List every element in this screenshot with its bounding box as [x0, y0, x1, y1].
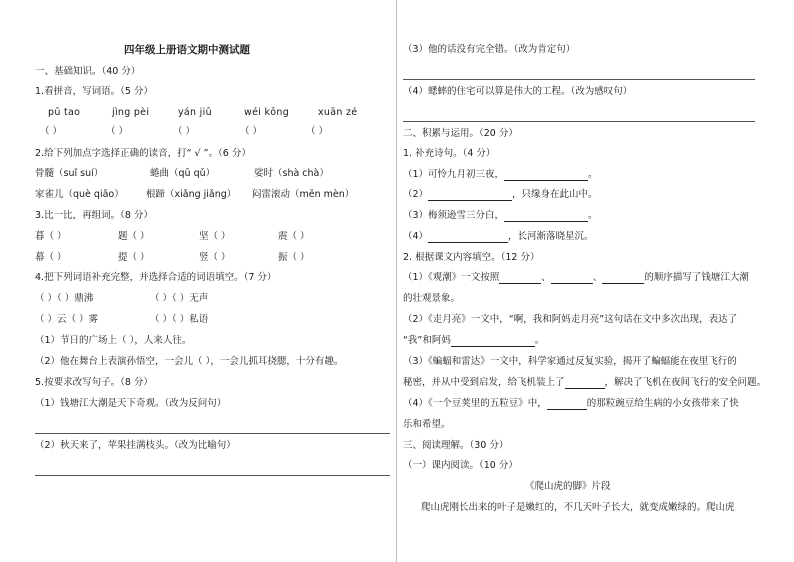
answer-line-1 [35, 433, 390, 434]
pinyin-1: pū tao [48, 107, 81, 118]
fill-3-tail: ，解决了飞机在夜间飞行的安全问题。 [604, 377, 767, 388]
poem-1-text: （1）可怜九月初三夜， [403, 169, 505, 180]
section-1-heading: 一、基础知识。（40 分） [35, 66, 141, 77]
q2-item-5: 根蹄（xiǎng jiǎng） [146, 189, 237, 200]
fill-3-line-1: （3）《蝙蝠和雷达》一文中，科学家通过反复实验，揭开了蝙蝠能在夜里飞行的 [403, 356, 737, 367]
question-2: 2.给下列加点字选择正确的读音，打“ √ ”。（6 分） [35, 148, 251, 159]
fill-1-tail: 的顺序描写了钱塘江大潮 [644, 272, 749, 283]
q5-sentence-1: （1）钱塘江大潮是天下奇观。（改为反问句） [35, 398, 227, 409]
fill-2-line-2 [403, 335, 544, 347]
q3-item-5: 幕（ ） [35, 252, 67, 263]
fill-1-blank-3 [602, 273, 644, 284]
fill-1-sep-2: 、 [592, 272, 603, 283]
answer-paren-1: （ ） [40, 126, 63, 137]
pinyin-4: wéi kōng [244, 107, 290, 118]
question-4: 4.把下列词语补充完整，并选择合适的词语填空。（7 分） [35, 272, 277, 283]
q3-item-7: 竖（ ） [199, 252, 231, 263]
q2-item-3: 娑时（shà chà） [254, 168, 329, 179]
q3-item-3: 坚（ ） [199, 231, 231, 242]
q3-item-1: 暮（ ） [35, 231, 67, 242]
fill-1-text: （1）《观潮》一文按照 [403, 272, 500, 283]
q4-word-3: （ ）云（ ）雾 [35, 314, 99, 325]
fill-1-blank-1 [499, 273, 541, 284]
q4-word-1: （ ）（ ）鼎沸 [35, 293, 94, 304]
poem-3-text: （3）梅须逊雪三分白， [403, 210, 505, 221]
poem-2-text: ，只缘身在此山中。 [512, 189, 598, 200]
question-1: 1.看拼音，写词语。（5 分） [35, 86, 153, 97]
fill-1-sep-1: 、 [541, 272, 551, 283]
pinyin-5: xuān zé [318, 107, 358, 118]
fill-1-line-2: 的壮观景象。 [403, 293, 461, 304]
exam-title: 四年级上册语文期中测试题 [124, 44, 250, 56]
fill-4-line-1 [403, 398, 739, 410]
poem-4-blank [428, 232, 508, 243]
answer-line-3 [403, 79, 755, 80]
poem-4-text: ，长河渐落晓星沉。 [508, 231, 594, 242]
q2-item-6: 闷雷滚动（mēn mèn） [252, 189, 355, 200]
r-question-2: 2. 根据课文内容填空。（12 分） [403, 252, 540, 263]
section-3-heading: 三、阅读理解。（30 分） [403, 440, 509, 451]
q2-item-1: 骨髓（suǐ suí） [35, 168, 104, 179]
q2-item-4: 家雀儿（què qiǎo） [35, 189, 124, 200]
q3-item-2: 题（ ） [118, 231, 150, 242]
passage-text: 爬山虎刚长出来的叶子是嫩红的，不几天叶子长大，就变成嫩绿的。爬山虎 [421, 502, 735, 513]
fill-2-end: 。 [534, 335, 545, 346]
q3-item-4: 震（ ） [278, 231, 310, 242]
q5-sentence-3: （3）他的话没有完全错。（改为肯定句） [403, 44, 576, 55]
answer-line-2 [35, 475, 390, 476]
fill-4-tail: 的那粒豌豆给生病的小女孩带来了快 [586, 398, 739, 409]
fill-3-line-2 [403, 377, 766, 389]
fill-4-line-2: 乐和希望。 [403, 419, 451, 430]
poem-2-num: （2） [403, 189, 429, 200]
poem-3-end: 。 [588, 210, 598, 221]
fill-2-blank [451, 336, 535, 347]
q3-item-6: 提（ ） [118, 252, 150, 263]
q4-word-2: （ ）（ ）无声 [150, 293, 209, 304]
fill-4-text: （4）《一个豆荚里的五粒豆》中， [403, 398, 547, 409]
answer-line-4 [403, 121, 755, 122]
poem-line-4 [403, 231, 594, 243]
q3-item-8: 振（ ） [278, 252, 310, 263]
pinyin-3: yán jiū [178, 107, 212, 118]
poem-3-blank [504, 211, 588, 222]
q5-sentence-4: （4）蟋蟀的住宅可以算是伟大的工程。（改为感叹句） [403, 86, 633, 97]
pinyin-2: jìng pèi [112, 107, 150, 118]
answer-paren-4: （ ） [240, 126, 263, 137]
passage-title: 《爬山虎的脚》片段 [525, 481, 611, 492]
q5-sentence-2: （2）秋天来了，苹果挂满枝头。（改为比喻句） [35, 440, 236, 451]
q4-word-4: （ ）（ ）私语 [150, 314, 209, 325]
q4-sentence-1: （1）节日的广场上（ ），人来人往。 [35, 335, 192, 346]
fill-2-text: “我”和阿妈 [403, 335, 451, 346]
poem-4-num: （4） [403, 231, 429, 242]
subsection-1: （一）课内阅读。（10 分） [403, 460, 518, 471]
poem-1-end: 。 [588, 169, 598, 180]
fill-3-text: 秘密，并从中受到启发，给飞机装上了 [403, 377, 565, 388]
fill-1-line-1 [403, 272, 749, 284]
fill-1-blank-2 [551, 273, 593, 284]
answer-paren-3: （ ） [173, 126, 196, 137]
poem-2-blank [428, 190, 512, 201]
fill-3-blank [565, 378, 605, 389]
poem-line-3 [403, 210, 598, 222]
poem-1-blank [504, 170, 588, 181]
answer-paren-2: （ ） [106, 126, 129, 137]
column-divider [396, 0, 397, 562]
question-3: 3.比一比，再组词。（8 分） [35, 210, 153, 221]
section-2-heading: 二、积累与运用。（20 分） [403, 128, 518, 139]
fill-4-blank [547, 399, 587, 410]
poem-line-2 [403, 189, 598, 201]
question-5: 5.按要求改写句子。（8 分） [35, 377, 153, 388]
fill-2-line-1: （2）《走月亮》一文中，“啊，我和阿妈走月亮”这句话在文中多次出现，表达了 [403, 314, 738, 325]
r-question-1: 1. 补充诗句。（4 分） [403, 148, 496, 159]
poem-line-1 [403, 169, 598, 181]
answer-paren-5: （ ） [306, 126, 329, 137]
q4-sentence-2: （2）他在舞台上表演孙悟空，一会儿（ ），一会儿抓耳挠腮，十分有趣。 [35, 356, 344, 367]
q2-item-2: 蜷曲（qū qǔ） [150, 168, 216, 179]
